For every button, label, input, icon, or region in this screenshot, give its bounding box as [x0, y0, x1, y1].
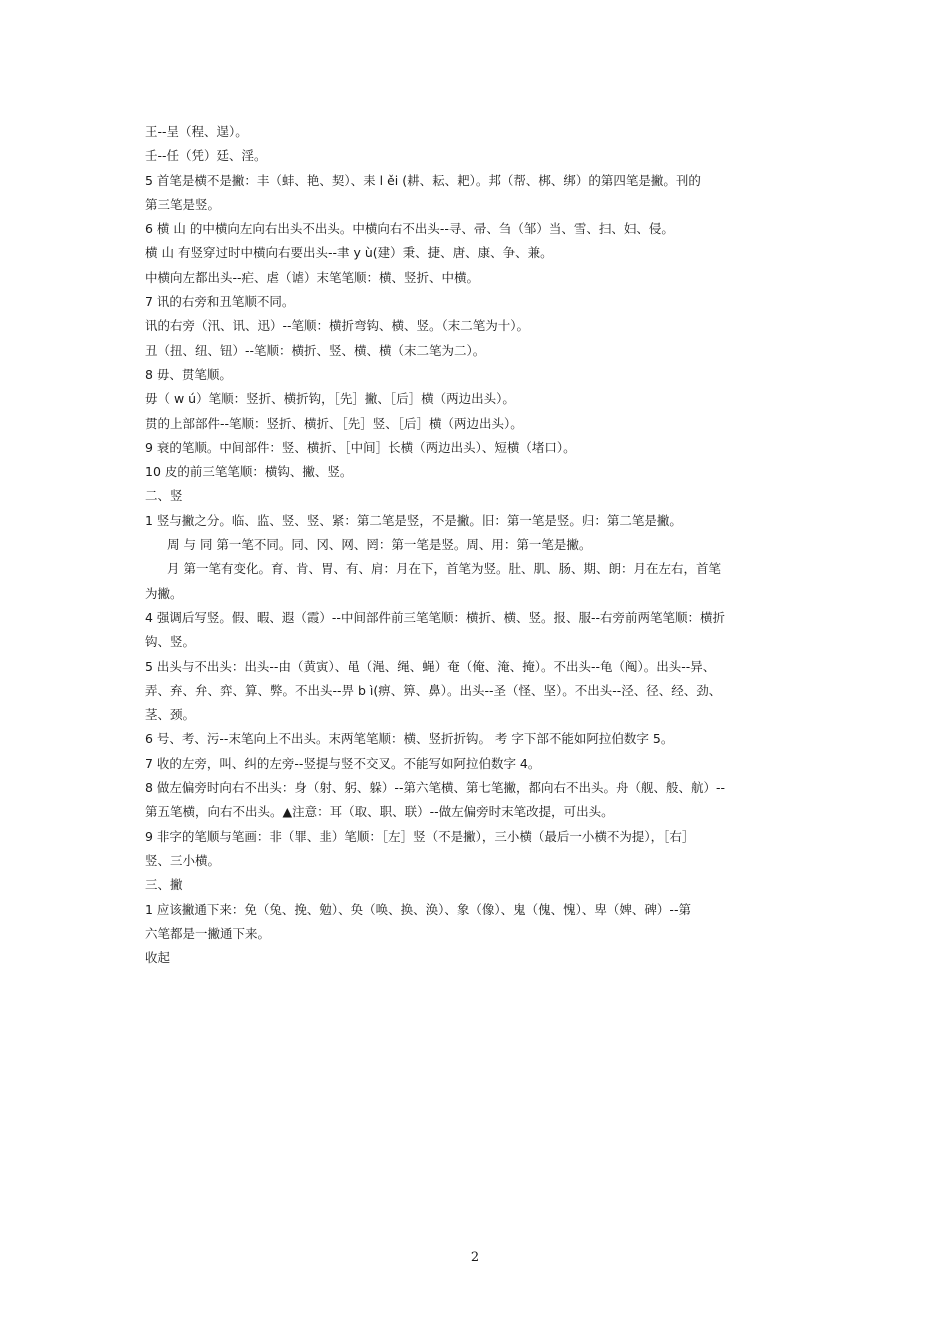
text-line: 中横向左都出头--疟、虐（谑）末笔笔顺：横、竖折、中横。: [145, 269, 480, 285]
text-line: 10 皮的前三笔笔顺：横钩、撇、竖。: [145, 464, 353, 480]
text-line: 钩、竖。: [145, 634, 196, 650]
text-line: 茎、颈。: [145, 707, 196, 723]
text-line: 8 做左偏旁时向右不出头：身（射、躬、躲）--第六笔横、第七笔撇，都向右不出头。舟（舰、般、航）--: [145, 780, 725, 796]
text-line: 月 第一笔有变化。育、肯、胃、有、肩：月在下，首笔为竖。肚、肌、肠、期、朗：月在左右，首笔: [167, 561, 721, 577]
text-line: 1 应该撇通下来：免（兔、挽、勉）、奂（唤、换、涣）、象（像）、鬼（傀、愧）、卑（婢、碑）--第: [145, 901, 691, 917]
section-heading: 二、竖: [145, 488, 183, 504]
text-line: 王--呈（程、逞）。: [145, 124, 248, 139]
text-body: [145, 120, 815, 970]
text-line: 7 收的左旁，叫、纠的左旁--竖提与竖不交叉。不能写如阿拉伯数字 4。: [145, 755, 541, 771]
page-number: 2: [470, 1250, 480, 1265]
text-line: 6 号、考、污--末笔向上不出头。末两笔笔顺：横、竖折折钩。 考 字下部不能如阿拉伯数字 5。: [145, 731, 674, 747]
text-line: 毋（ w ú）笔顺：竖折、横折钩，［先］撇、［后］横（两边出头）。: [145, 391, 515, 407]
text-line: 5 出头与不出头：出头--由（黄寅）、黾（渑、绳、蝇）奄（俺、淹、掩）。不出头--龟（阄）。出头--异、: [145, 658, 716, 674]
text-line: 1 竖与撇之分。临、监、竖、竖、紧：第二笔是竖，不是撇。旧：第一笔是竖。归：第二笔是撇。: [145, 512, 682, 528]
text-line: 5 首笔是横不是撇：丰（蚌、艳、契）、耒 l ěi (耕、耘、耙）。邦（帮、梆、绑）的第四笔是撇。刊的: [145, 172, 701, 188]
text-line: 横 山 有竖穿过时中横向右要出头--聿 y ù(建）秉、捷、唐、康、争、兼。: [145, 245, 553, 261]
text-line: 讯的右旁（汛、讯、迅）--笔顺：横折弯钩、横、竖。（末二笔为十）。: [145, 318, 530, 334]
text-line: 9 衰的笔顺。中间部件：竖、横折、［中间］长横（两边出头）、短横（堵口）。: [145, 439, 576, 455]
section-heading: 三、撇: [145, 877, 183, 893]
text-line: 8 毋、贯笔顺。: [145, 366, 232, 382]
text-line: 为撇。: [145, 585, 183, 601]
text-line: 4 强调后写竖。假、暇、遐（霞）--中间部件前三笔笔顺：横折、横、竖。报、服--右旁前两笔笔顺：横折: [145, 609, 725, 625]
text-line: 9 非字的笔顺与笔画：非（罪、韭）笔顺：［左］竖（不是撇），三小横（最后一小横不为提），［右］: [145, 828, 695, 844]
text-line: 丑（扭、纽、钮）--笔顺：横折、竖、横、横（末二笔为二）。: [145, 342, 486, 358]
text-line: 壬--任（凭）廷、淫。: [145, 148, 267, 164]
text-line: 周 与 同 第一笔不同。同、冈、网、罔：第一笔是竖。周、用：第一笔是撇。: [167, 537, 592, 553]
text-line: 第三笔是竖。: [145, 196, 221, 212]
text-line: 六笔都是一撇通下来。: [145, 925, 271, 941]
collapse-link[interactable]: 收起: [145, 950, 171, 966]
text-line: 竖、三小横。: [145, 852, 221, 868]
text-line: 贯的上部部件--笔顺：竖折、横折、［先］竖、［后］横（两边出头）。: [145, 415, 523, 431]
text-line: 6 横 山 的中横向左向右出头不出头。中横向右不出头--寻、帚、刍（邹）当、雪、扫、妇、侵。: [145, 221, 674, 237]
text-line: 弄、弃、弁、弈、算、弊。不出头--畀 b ì(痹、箅、鼻）。出头--圣（怪、坚）。不出头--泾、径、经、劲、: [145, 682, 722, 698]
text-line: 7 讯的右旁和丑笔顺不同。: [145, 294, 295, 310]
text-line: 第五笔横，向右不出头。▲注意：耳（取、职、联）--做左偏旁时末笔改提，可出头。: [145, 804, 614, 820]
